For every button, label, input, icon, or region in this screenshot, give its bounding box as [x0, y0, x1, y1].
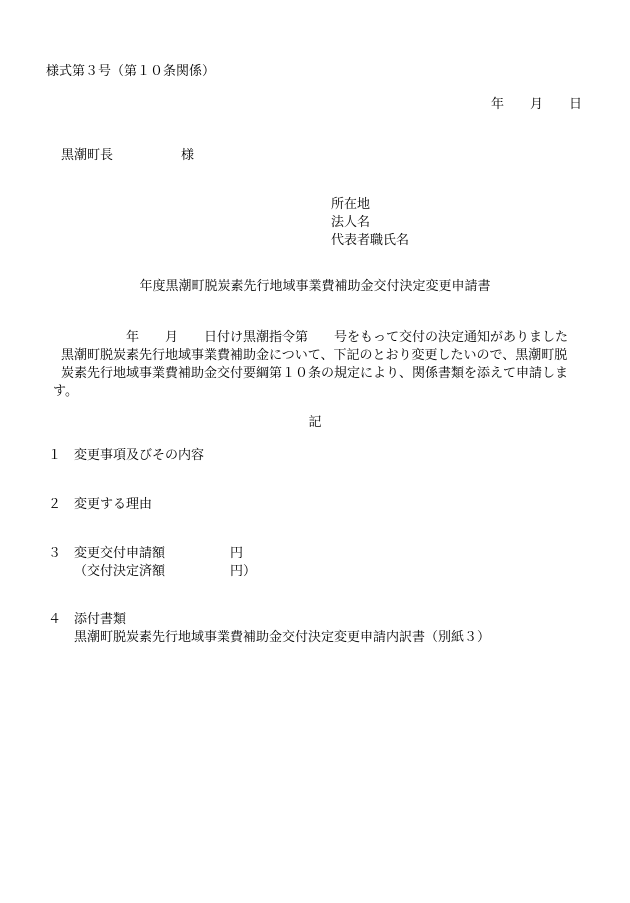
body-line-3: 炭素先行地域事業費補助金交付要綱第１０条の規定により、関係書類を添えて申請しま — [61, 366, 569, 381]
item-label: 変更交付申請額 円 — [74, 546, 244, 561]
body-line-2: 黒潮町脱炭素先行地域事業費補助金について、下記のとおり変更したいので、黒潮町脱 — [61, 348, 568, 363]
item-4 — [48, 611, 126, 628]
corporation-label: 法人名 — [331, 215, 371, 230]
applicant-block — [331, 196, 409, 250]
addressee-name: 黒潮町長 — [61, 148, 114, 163]
item-number: ４ — [48, 612, 62, 627]
item-number: １ — [48, 448, 62, 463]
item-label: 添付書類 — [74, 612, 127, 627]
representative-label: 代表者職氏名 — [331, 233, 410, 248]
attachment-document: 黒潮町脱炭素先行地域事業費補助金交付決定変更申請内訳書（別紙３） — [74, 630, 491, 645]
item-3 — [48, 545, 243, 562]
address-label: 所在地 — [331, 197, 371, 212]
form-number: 様式第３号（第１０条関係） — [46, 64, 216, 79]
item-label: 変更する理由 — [74, 497, 153, 512]
date-line: 年 月 日 — [490, 97, 582, 112]
item-number: ３ — [48, 546, 62, 561]
document-title: 年度黒潮町脱炭素先行地域事業費補助金交付決定変更申請書 — [139, 279, 491, 294]
item-1 — [48, 447, 204, 464]
item-number: ２ — [48, 497, 62, 512]
addressee-honorific: 様 — [181, 148, 195, 163]
body-line-1: 年 月 日付け黒潮指令第 号をもって交付の決定通知がありました — [61, 330, 569, 345]
body-paragraph — [53, 329, 582, 401]
body-line-4: す。 — [53, 384, 78, 399]
item-label: 変更事項及びその内容 — [74, 448, 205, 463]
ki-heading: 記 — [308, 415, 322, 430]
item-2 — [48, 496, 152, 513]
already-decided-amount: （交付決定済額 円） — [74, 564, 257, 579]
addressee — [61, 147, 194, 164]
